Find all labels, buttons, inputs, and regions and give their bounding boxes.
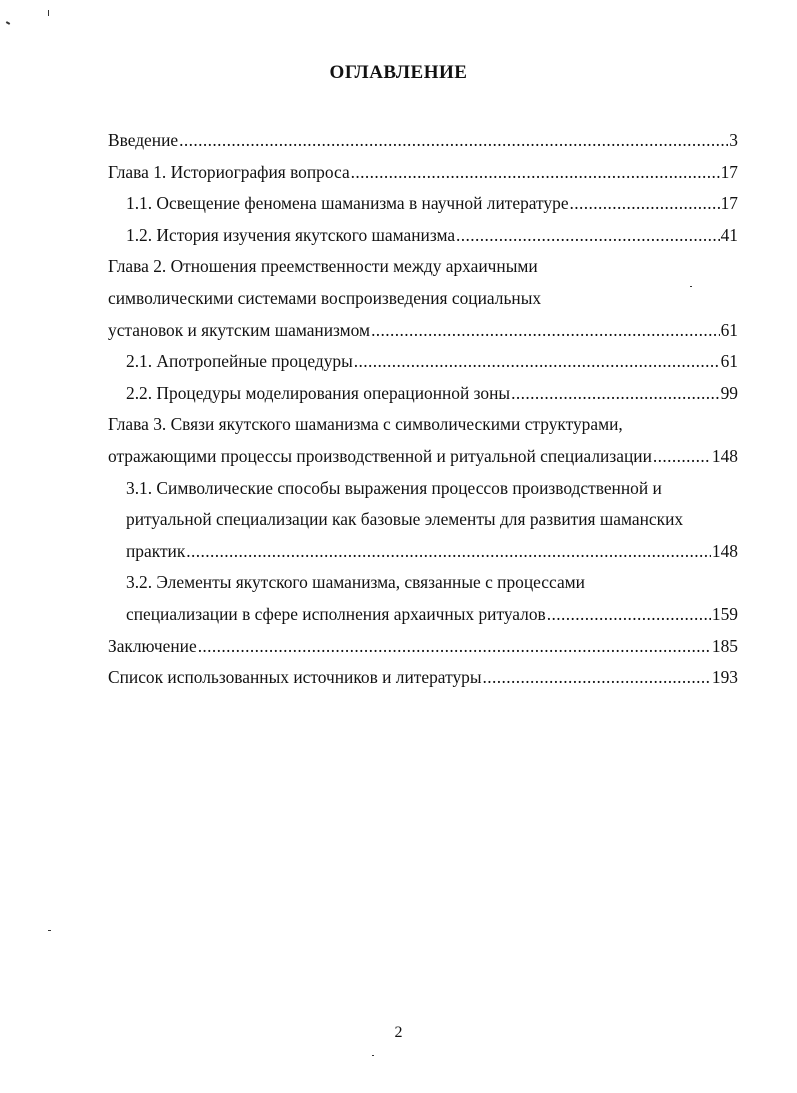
toc-entry-section-2-2[interactable] (108, 378, 738, 410)
leader-dots (351, 157, 720, 189)
toc-entry-text: Заключение (108, 635, 197, 656)
toc-entry-chapter-2-line-2[interactable]: символическими системами воспроизведения социальных (108, 287, 542, 308)
toc-entry-section-3-1-line-1[interactable]: 3.1. Символические способы выражения процессов производственной и (126, 477, 662, 498)
leader-dots (547, 599, 711, 631)
toc-entry-section-3-2-line-1[interactable]: 3.2. Элементы якутского шаманизма, связанные с процессами (126, 572, 585, 593)
toc-entry-references[interactable] (108, 662, 738, 694)
leader-dots (653, 441, 711, 473)
leader-dots (179, 125, 728, 157)
toc-page-number: 61 (720, 351, 738, 372)
page-number: 2 (394, 1024, 403, 1041)
toc-entry-text: 1.1. Освещение феномена шаманизма в научной литературе (126, 193, 569, 214)
leader-dots (186, 536, 711, 568)
toc-entry-text: 1.2. История изучения якутского шаманизма (126, 224, 456, 245)
toc-page-number: 193 (711, 667, 738, 688)
toc-page-number: 61 (720, 319, 738, 340)
leader-dots (198, 631, 711, 663)
toc-entry-chapter-2[interactable] (108, 315, 738, 347)
page-title: ОГЛАВЛЕНИЕ (329, 62, 468, 83)
toc-entry-intro[interactable] (108, 125, 738, 157)
toc-entry-text: Список использованных источников и литературы (108, 667, 482, 688)
toc-entry-text: Введение (108, 130, 179, 150)
toc-page-number: 17 (720, 161, 738, 182)
scan-artifact (6, 21, 10, 25)
table-of-contents (108, 125, 738, 694)
leader-dots (371, 315, 720, 347)
toc-page-number: 185 (711, 635, 738, 656)
toc-entry-text: отражающими процессы производственной и ритуальной специализации (108, 445, 652, 466)
toc-entry-text: 2.2. Процедуры моделирования операционной зоны (126, 382, 511, 403)
toc-entry-chapter-1[interactable] (108, 157, 738, 189)
toc-page-number: 3 (729, 130, 738, 150)
leader-dots (511, 378, 719, 410)
toc-page-number: 148 (711, 540, 738, 561)
toc-entry-section-1-1[interactable] (108, 188, 738, 220)
toc-entry-text: практик (126, 540, 186, 561)
toc-entry-text: Глава 1. Историография вопроса (108, 161, 350, 182)
toc-entry-chapter-2-line-1[interactable]: Глава 2. Отношения преемственности между архаичными (108, 256, 538, 277)
toc-entry-chapter-3-line-1[interactable]: Глава 3. Связи якутского шаманизма с символическими структурами, (108, 414, 623, 435)
scan-artifact (48, 10, 49, 16)
toc-entry-section-1-2[interactable] (108, 220, 738, 252)
toc-entry-text: установок и якутским шаманизмом (108, 319, 371, 340)
toc-entry-section-3-1-line-2[interactable]: ритуальной специализации как базовые элементы для развития шаманских (126, 509, 684, 530)
toc-page-number: 41 (720, 224, 738, 245)
leader-dots (483, 662, 711, 694)
toc-entry-text: специализации в сфере исполнения архаичных ритуалов (126, 603, 546, 624)
toc-page-number: 17 (720, 193, 738, 214)
leader-dots (456, 220, 720, 252)
toc-entry-section-3-2[interactable] (108, 599, 738, 631)
scan-artifact (48, 930, 51, 931)
toc-page-number: 159 (711, 603, 738, 624)
toc-entry-conclusion[interactable] (108, 631, 738, 663)
leader-dots (354, 346, 720, 378)
toc-entry-chapter-3[interactable] (108, 441, 738, 473)
toc-entry-section-2-1[interactable] (108, 346, 738, 378)
toc-page-number: 148 (711, 445, 738, 466)
leader-dots (570, 188, 720, 220)
toc-entry-section-3-1[interactable] (108, 536, 738, 568)
toc-page-number: 99 (720, 382, 738, 403)
toc-entry-text: 2.1. Апотропейные процедуры (126, 351, 353, 372)
scan-artifact (372, 1055, 374, 1056)
